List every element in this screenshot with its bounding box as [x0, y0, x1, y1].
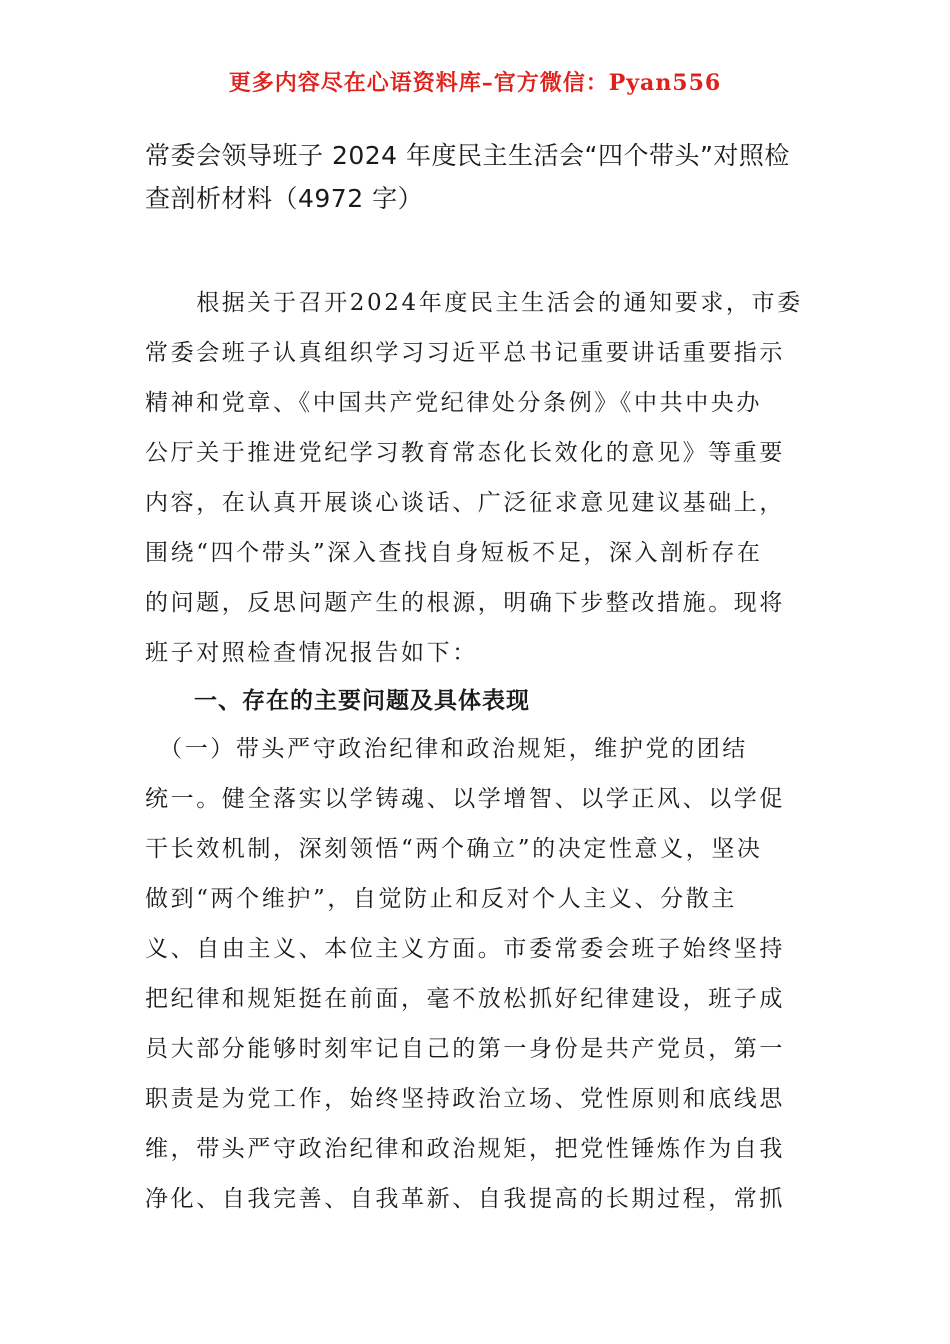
text-line: 员大部分能够时刻牢记自己的第一身份是共产党员，第一 [145, 1036, 785, 1062]
text-line: 公厅关于推进党纪学习教育常态化长效化的意见》等重要 [145, 440, 785, 466]
text-line: 内容，在认真开展谈心谈话、广泛征求意见建议基础上， [145, 490, 785, 516]
text-line: 常委会班子认真组织学习习近平总书记重要讲话重要指示 [145, 340, 785, 366]
text-line: 统一。健全落实以学铸魂、以学增智、以学正风、以学促 [145, 786, 785, 812]
text-line: 班子对照检查情况报告如下： [145, 640, 478, 666]
text-line: 义、自由主义、本位主义方面。市委常委会班子始终坚持 [145, 936, 785, 962]
text-line: 把纪律和规矩挺在前面，毫不放松抓好纪律建设，班子成 [145, 986, 785, 1012]
intro-paragraph [145, 278, 810, 678]
text-line: 精神和党章、《中国共产党纪律处分条例》《中共中央办 [145, 390, 762, 416]
text-line: （一）带头严守政治纪律和政治规矩，维护党的团结 [145, 736, 748, 762]
title-line-1: 常委会领导班子 2024 年度民主生活会“四个带头”对照检 [145, 141, 790, 170]
text-line: 的问题，反思问题产生的根源，明确下步整改措施。现将 [145, 590, 785, 616]
text-line: 干长效机制，深刻领悟“两个确立”的决定性意义，坚决 [145, 836, 763, 862]
watermark-banner: 更多内容尽在心语资料库–官方微信：Pyan556 [228, 70, 722, 96]
document-title [145, 134, 815, 220]
section-paragraph [145, 724, 810, 1224]
section-heading: 一、存在的主要问题及具体表现 [194, 688, 530, 714]
title-line-2: 查剖析材料（4972 字） [145, 184, 424, 213]
text-line: 做到“两个维护”，自觉防止和反对个人主义、分散主 [145, 886, 737, 912]
text-line: 净化、自我完善、自我革新、自我提高的长期过程，常抓 [145, 1186, 785, 1212]
text-line: 根据关于召开2024年度民主生活会的通知要求，市委 [145, 290, 803, 316]
text-line: 维，带头严守政治纪律和政治规矩，把党性锤炼作为自我 [145, 1136, 785, 1162]
text-line: 职责是为党工作，始终坚持政治立场、党性原则和底线思 [145, 1086, 785, 1112]
text-line: 围绕“四个带头”深入查找自身短板不足，深入剖析存在 [145, 540, 763, 566]
